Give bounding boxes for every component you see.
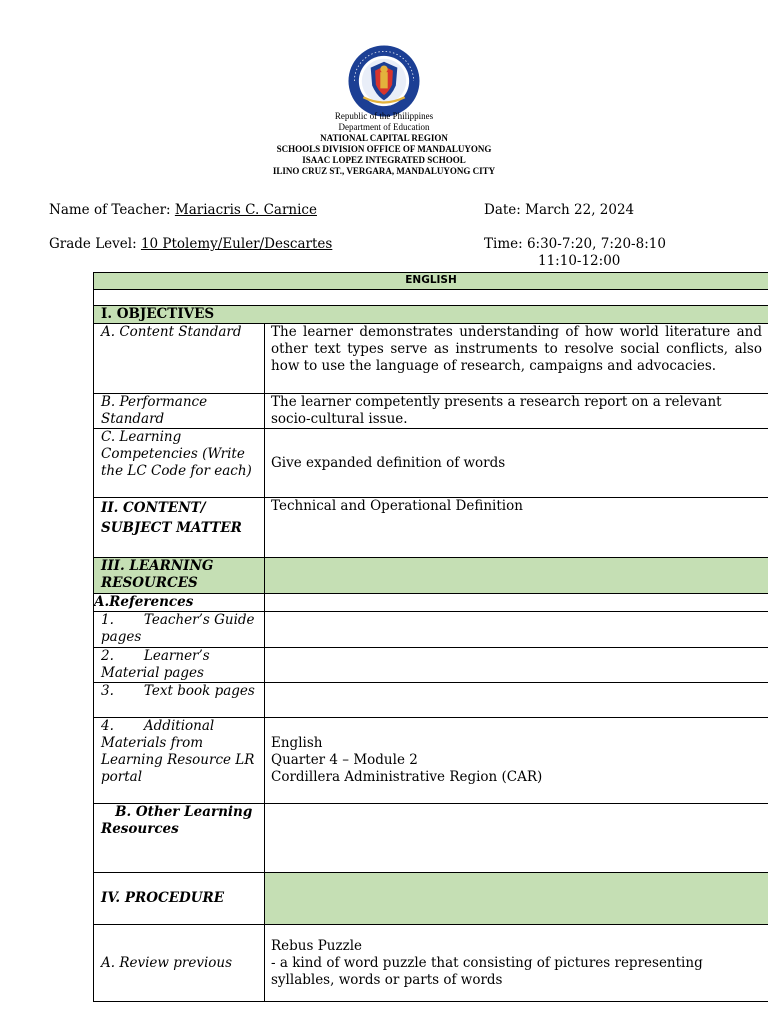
resources-value [265,558,768,594]
teachers-guide-label: 1. Teacher’s Guide pages [94,612,265,648]
references-label: A.References [94,594,265,612]
content-value: Technical and Operational Definition [265,498,768,558]
procedure-label: IV. PROCEDURE [94,873,265,925]
time-line [484,236,666,253]
additional-materials-label: 4. Additional Materials from Learning Resource LR portal [94,718,265,804]
grade-value: 10 Ptolemy/Euler/Descartes [140,236,333,252]
review-value [265,925,768,1002]
performance-standard-value: The learner competently presents a research report on a relevant socio-cultural issue. [265,394,768,429]
grade-line [49,236,332,253]
date-line [484,202,634,219]
header-department: Department of Education [338,122,430,132]
review-line-1: Rebus Puzzle [271,937,363,954]
competencies-value: Give expanded definition of words [265,429,768,498]
grade-label: Grade Level: [49,236,141,252]
date-label: Date: [484,202,526,218]
other-resources-value [265,804,768,873]
header-region: NATIONAL CAPITAL REGION [320,133,448,143]
content-standard-value: The learner demonstrates understanding of how world literature and other text types serve as instruments to resolve social conflicts, also how to use the language of research, campaigns and advocacies. [265,324,768,394]
teacher-value: Mariacris C. Carnice [174,202,317,218]
am-line-1: English [271,735,323,751]
content-label: II. CONTENT/ SUBJECT MATTER [94,498,265,558]
other-resources-label: B. Other Learning Resources [94,804,265,873]
review-line-2: - a kind of word puzzle that consisting of pictures representing syllables, words or parts of words [271,954,703,988]
references-value [265,594,768,612]
blank-row [94,290,768,306]
header-address: ILINO CRUZ ST., VERGARA, MANDALUYONG CITY [272,166,496,176]
review-label: A. Review previous [94,925,265,1002]
header-republic: Republic of the Philippines [334,111,434,121]
procedure-value [265,873,768,925]
header-school: ISAAC LOPEZ INTEGRATED SCHOOL [302,155,466,165]
textbook-label: 3. Text book pages [94,683,265,718]
learners-material-value [265,648,768,683]
learners-material-label: 2. Learner’s Material pages [94,648,265,683]
time-label: Time: [484,236,527,252]
textbook-value [265,683,768,718]
competencies-label: C. Learning Competencies (Write the LC Code for each) [94,429,265,498]
teacher-label: Name of Teacher: [49,202,175,218]
time-value-2: 11:10-12:00 [538,253,621,269]
deped-seal-logo [347,44,421,118]
am-line-3: Cordillera Administrative Region (CAR) [271,769,543,785]
objectives-heading: I. OBJECTIVES [94,306,768,324]
lesson-plan-table [93,272,768,1002]
resources-label: III. LEARNING RESOURCES [94,558,265,594]
am-line-2: Quarter 4 – Module 2 [271,752,418,768]
performance-standard-label: B. Performance Standard [94,394,265,429]
time-value-1: 6:30-7:20, 7:20-8:10 [526,236,666,252]
teacher-line [49,202,317,219]
subject-header: ENGLISH [94,273,768,290]
header-division: SCHOOLS DIVISION OFFICE OF MANDALUYONG [276,144,492,154]
teachers-guide-value [265,612,768,648]
additional-materials-value [265,718,768,804]
date-value: March 22, 2024 [525,202,635,218]
content-standard-label: A. Content Standard [94,324,265,394]
